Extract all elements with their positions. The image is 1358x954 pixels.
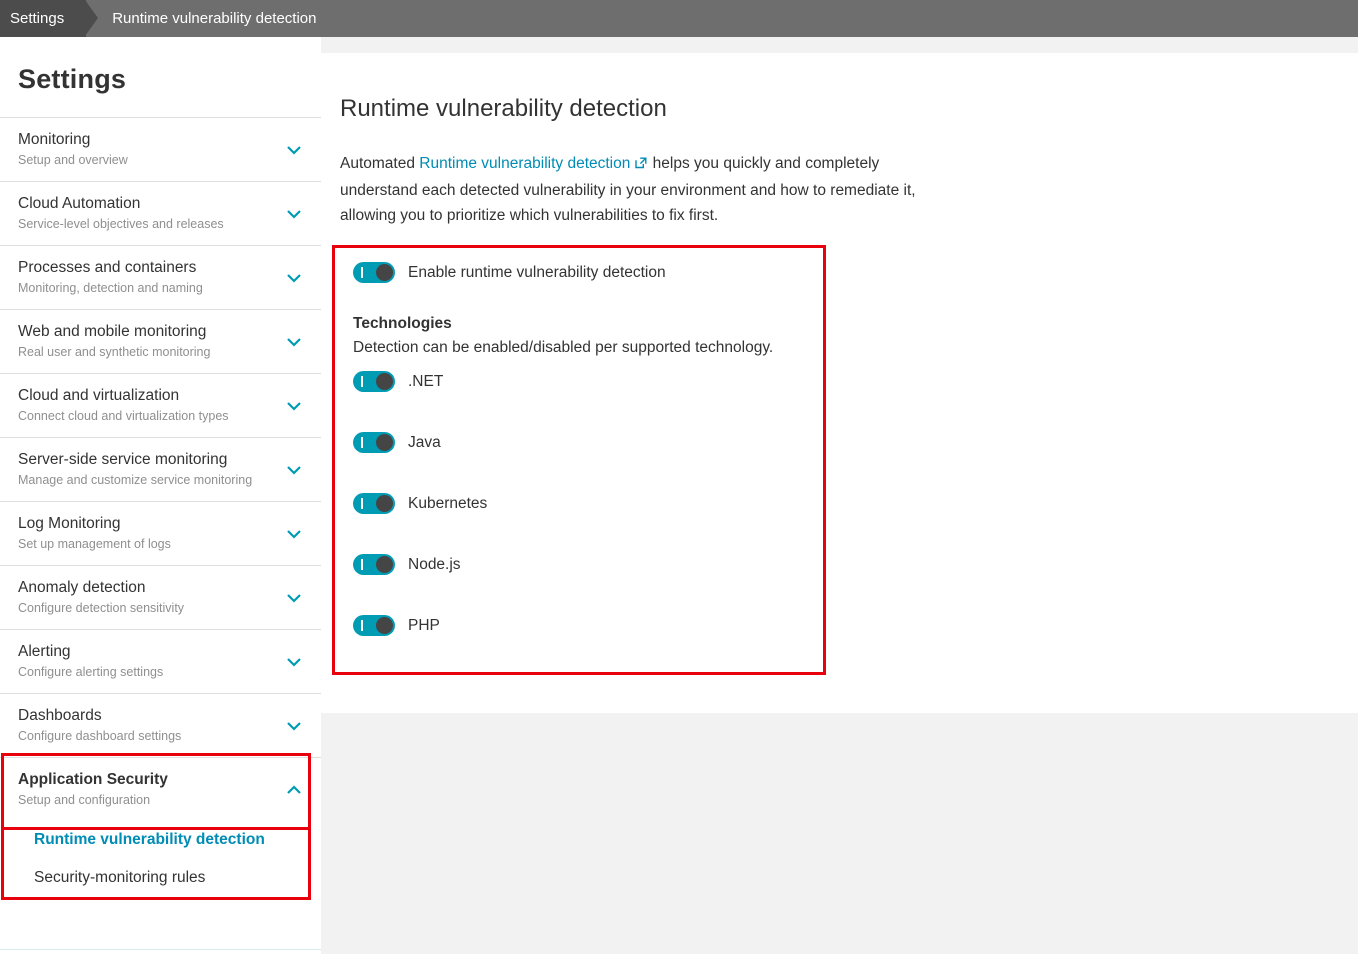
- sidebar-item-sublabel: Configure alerting settings: [18, 665, 164, 679]
- sidebar-item-label: Web and mobile monitoring: [18, 323, 207, 340]
- sidebar-item-sublabel: Configure detection sensitivity: [18, 601, 185, 615]
- sidebar-item-anomaly-detection[interactable]: [0, 565, 321, 629]
- content-intro: [321, 139, 961, 228]
- sidebar-item-label: Anomaly detection: [18, 579, 146, 596]
- sidebar-item-sublabel: Connect cloud and virtualization types: [18, 409, 229, 423]
- intro-suffix: helps you quickly and completely understand each detected vulnerability in your environment and how to remediate it, allowing you to prioritize which vulnerabilities to fix first.: [340, 154, 916, 224]
- php-toggle[interactable]: [353, 615, 395, 636]
- sidebar-item-alerting[interactable]: [0, 629, 321, 693]
- chevron-down-icon[interactable]: [283, 267, 305, 289]
- technologies-list: [353, 371, 805, 636]
- content-card: [321, 53, 1358, 713]
- sidebar-item-sublabel: Set up management of logs: [18, 537, 171, 551]
- sidebar-item-sublabel: Configure dashboard settings: [18, 729, 182, 743]
- chevron-down-icon[interactable]: [283, 459, 305, 481]
- chevron-down-icon[interactable]: [283, 651, 305, 673]
- sidebar-subitem-label: Runtime vulnerability detection: [34, 831, 265, 848]
- runtime-vulnerability-settings-box: [332, 245, 826, 675]
- breadcrumb-root-label: Settings: [10, 10, 65, 27]
- sidebar-item-label: Processes and containers: [18, 259, 197, 276]
- technology-label: Java: [408, 433, 441, 451]
- technologies-heading: Technologies: [353, 315, 452, 332]
- chevron-down-icon[interactable]: [283, 395, 305, 417]
- technology-row-php: [353, 615, 805, 636]
- breadcrumb-current: [108, 0, 316, 37]
- sidebar-item-server-side-service-monitoring[interactable]: [0, 437, 321, 501]
- breadcrumb-current-label: Runtime vulnerability detection: [112, 10, 317, 27]
- sidebar-item-monitoring[interactable]: [0, 117, 321, 181]
- java-toggle[interactable]: [353, 432, 395, 453]
- technology-label: Kubernetes: [408, 494, 488, 512]
- sidebar-item-label: Cloud Automation: [18, 195, 141, 212]
- technology-row-dotnet: [353, 371, 805, 392]
- sidebar-item-sublabel: Setup and configuration: [18, 793, 151, 807]
- enable-runtime-vulnerability-detection-row: [353, 262, 805, 283]
- sidebar-subitem-security-monitoring-rules[interactable]: [0, 859, 321, 897]
- technology-row-kubernetes: [353, 493, 805, 514]
- sidebar-item-dashboards[interactable]: [0, 693, 321, 757]
- intro-prefix: Automated: [340, 154, 420, 172]
- chevron-down-icon[interactable]: [283, 203, 305, 225]
- chevron-down-icon[interactable]: [283, 587, 305, 609]
- sidebar-item-sublabel: Setup and overview: [18, 153, 128, 167]
- sidebar-item-cloud-and-virtualization[interactable]: [0, 373, 321, 437]
- sidebar-item-label: Cloud and virtualization: [18, 387, 180, 404]
- sidebar-item-log-monitoring[interactable]: [0, 501, 321, 565]
- technology-label: Node.js: [408, 555, 461, 573]
- sidebar-item-label: Dashboards: [18, 707, 102, 724]
- runtime-vulnerability-detection-link[interactable]: Runtime vulnerability detection: [419, 154, 631, 172]
- sidebar-item-cloud-automation[interactable]: [0, 181, 321, 245]
- enable-runtime-vulnerability-detection-toggle[interactable]: [353, 262, 395, 283]
- sidebar-item-label: Monitoring: [18, 131, 91, 148]
- enable-runtime-vulnerability-detection-label: Enable runtime vulnerability detection: [408, 263, 666, 281]
- sidebar-item-sublabel: Real user and synthetic monitoring: [18, 345, 211, 359]
- sidebar-item-sublabel: Manage and customize service monitoring: [18, 473, 253, 487]
- settings-sidebar: [0, 37, 321, 954]
- chevron-up-icon[interactable]: [283, 779, 305, 801]
- content-title: Runtime vulnerability detection: [340, 95, 667, 122]
- main-content: [321, 37, 1358, 954]
- sidebar-divider: [0, 949, 321, 950]
- sidebar-subitem-runtime-vulnerability-detection[interactable]: [0, 821, 321, 859]
- external-link-icon[interactable]: [634, 153, 648, 178]
- breadcrumb-root-settings[interactable]: [0, 0, 86, 37]
- sidebar-item-sublabel: Service-level objectives and releases: [18, 217, 224, 231]
- sidebar-item-label: Alerting: [18, 643, 71, 660]
- chevron-down-icon[interactable]: [283, 331, 305, 353]
- sidebar-item-label: Application Security: [18, 771, 168, 788]
- sidebar-item-processes-and-containers[interactable]: [0, 245, 321, 309]
- kubernetes-toggle[interactable]: [353, 493, 395, 514]
- breadcrumb: [0, 0, 1358, 37]
- sidebar-item-web-and-mobile-monitoring[interactable]: [0, 309, 321, 373]
- technology-row-nodejs: [353, 554, 805, 575]
- chevron-down-icon[interactable]: [283, 139, 305, 161]
- technology-row-java: [353, 432, 805, 453]
- page-title: Settings: [18, 64, 127, 94]
- sidebar-subitem-label: Security-monitoring rules: [34, 869, 206, 886]
- nodejs-toggle[interactable]: [353, 554, 395, 575]
- sidebar-item-label: Log Monitoring: [18, 515, 121, 532]
- dotnet-toggle[interactable]: [353, 371, 395, 392]
- technology-label: PHP: [408, 616, 440, 634]
- sidebar-item-label: Server-side service monitoring: [18, 451, 228, 468]
- chevron-down-icon[interactable]: [283, 523, 305, 545]
- sidebar-item-application-security[interactable]: [0, 757, 321, 821]
- sidebar-item-sublabel: Monitoring, detection and naming: [18, 281, 203, 295]
- chevron-down-icon[interactable]: [283, 715, 305, 737]
- technologies-description: Detection can be enabled/disabled per supported technology.: [353, 339, 774, 356]
- technology-label: .NET: [408, 372, 444, 390]
